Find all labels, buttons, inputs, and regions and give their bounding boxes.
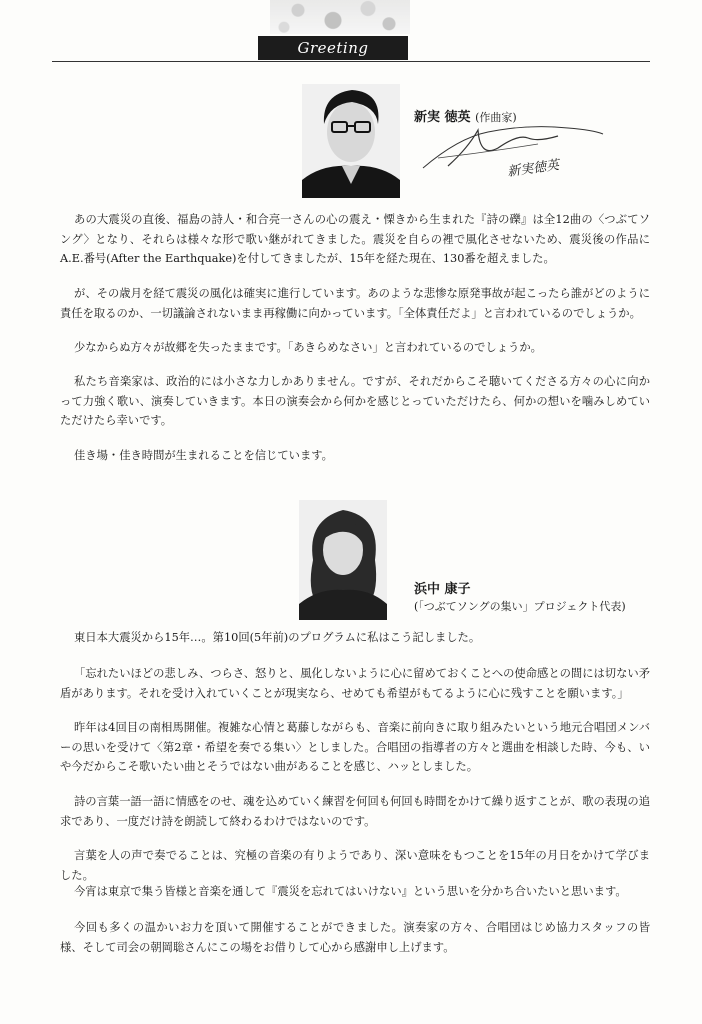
paragraph-2-2: 「忘れたいほどの悲しみ、つらさ、怒りと、風化しないように心に留めておくことへの使命感との間には切ない矛盾があります。それを受け入れていくことが現実なら、せめても希望がもてるように心に残すことを願います。」 xyxy=(60,667,650,700)
paragraph-2-5: 言葉を人の声で奏でることは、究極の音楽の有りようであり、深い意味をもつことを15年の月日をかけて学びました。 xyxy=(60,849,650,882)
paragraph-1-2: が、その歳月を経て震災の風化は確実に進行しています。あのような悲惨な原発事故が起こったら誰がどのように責任を取るのか、一切議論されないまま再稼働に向かっています。「全体責任だよ」と言われているのでしょうか。 xyxy=(60,287,650,320)
paragraph-1-5: 佳き場・佳き時間が生まれることを信じています。 xyxy=(74,449,333,462)
composer-role: (作曲家) xyxy=(475,111,517,124)
paragraph-1-3: 少なからぬ方々が故郷を失ったままです。「あきらめなさい」と言われているのでしょうか。 xyxy=(74,341,542,354)
paragraph-1-4: 私たち音楽家は、政治的には小さな力しかありません。ですが、それだからこそ聴いてくださる方々の心に向かって力強く歌い、演奏していきます。本日の演奏会から何かを感じとっていただけたら、何かの想いを噛みしめていただけたら幸いです。 xyxy=(60,375,650,427)
paragraph-1-1: あの大震災の直後、福島の詩人・和合亮一さんの心の震え・慄きから生まれた『詩の礫』は全12曲の〈つぶてソング〉となり、それらは様々な形で歌い継がれてきました。震災を自らの裡で風化させないため、震災後の作品にA.E.番号(After the Earthquake)を付してきましたが、15年を経た現在、130番を超えました。 xyxy=(60,213,650,265)
header-rule xyxy=(52,61,650,62)
paragraph-2-7: 今回も多くの温かいお力を頂いて開催することができました。演奏家の方々、合唱団はじめ協力スタッフの皆様、そして司会の朝岡聡さんにこの場をお借りして心から感謝申し上げます。 xyxy=(60,921,650,954)
composer-name-text: 新実 徳英 xyxy=(414,110,471,125)
portrait-photo-composer xyxy=(302,84,400,198)
paragraph-2-1: 東日本大震災から15年…。第10回(5年前)のプログラムに私はこう記しました。 xyxy=(74,631,481,644)
representative-name: 浜中 康子 xyxy=(414,582,471,597)
composer-signature xyxy=(418,118,608,183)
svg-text:新実徳英: 新実徳英 xyxy=(506,157,561,180)
header-flower-image xyxy=(270,0,410,34)
paragraph-2-4: 詩の言葉一語一語に情感をのせ、魂を込めていく練習を何回も何回も時間をかけて繰り返すことが、歌の表現の追求であり、一度だけ詩を朗読して終わるわけではないのです。 xyxy=(60,795,650,828)
representative-role: (「つぶてソングの集い」プロジェクト代表) xyxy=(414,600,626,613)
portrait-photo-representative xyxy=(299,500,387,620)
paragraph-2-6: 今宵は東京で集う皆様と音楽を通して『震災を忘れてはいけない』という思いを分かち合いたいと思います。 xyxy=(74,885,627,898)
paragraph-2-3: 昨年は4回目の南相馬開催。複雑な心情と葛藤しながらも、音楽に前向きに取り組みたいという地元合唱団メンバーの思いを受けて〈第2章・希望を奏でる集い〉としました。合唱団の指導者の方々と選曲を相談した時、今も、いや今だからこそ歌いたい曲とそうではない曲があることを感じ、ハッとしました。 xyxy=(60,721,650,773)
greeting-header: Greeting xyxy=(258,36,408,60)
